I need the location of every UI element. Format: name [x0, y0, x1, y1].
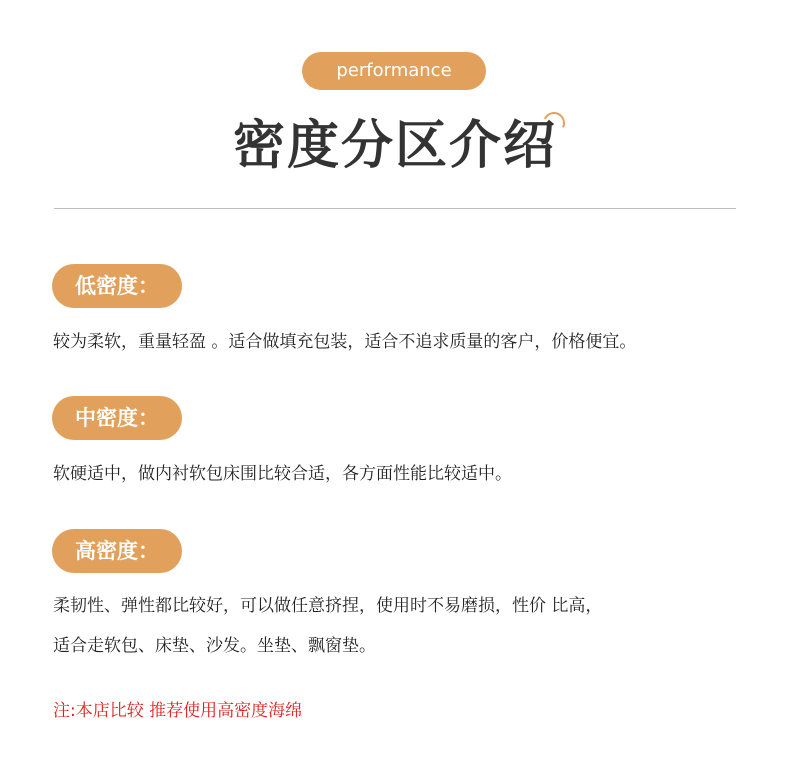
recommendation-note: 注:本店比较 推荐使用高密度海绵	[53, 701, 303, 721]
low-density-description: 较为柔软，重量轻盈 。适合做填充包装，适合不追求质量的客户，价格便宜。	[53, 332, 637, 352]
divider	[54, 208, 736, 209]
high-density-description-line-2: 适合走软包、床垫、沙发。坐垫、飘窗垫。	[53, 636, 376, 656]
performance-badge: performance	[302, 52, 486, 90]
high-density-label: 高密度：	[52, 529, 182, 573]
page-title: 密度分区介绍	[232, 116, 557, 176]
medium-density-description: 软硬适中，做内衬软包床围比较合适，各方面性能比较适中。	[53, 464, 512, 484]
low-density-label: 低密度：	[52, 264, 182, 308]
high-density-description-line-1: 柔韧性、弹性都比较好，可以做任意挤捏，使用时不易磨损，性价 比高，	[53, 596, 603, 616]
medium-density-label: 中密度：	[52, 396, 182, 440]
